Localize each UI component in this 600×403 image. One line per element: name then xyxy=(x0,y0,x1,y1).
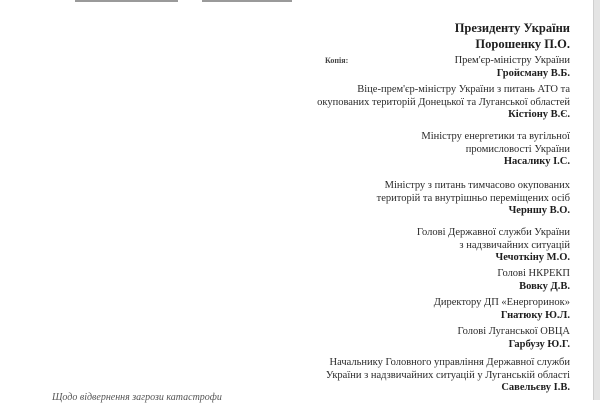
recipient-name: Гнатюку Ю.Л. xyxy=(500,309,570,321)
recipient-position: територій та внутрішньо переміщених осіб xyxy=(376,192,570,204)
recipient-block xyxy=(455,55,570,80)
recipient-name: Черншу В.О. xyxy=(508,205,570,216)
recipient-block xyxy=(421,131,570,169)
recipient-position: Голові Державної служби України xyxy=(416,227,570,238)
recipient-block xyxy=(497,268,570,293)
recipient-block xyxy=(434,297,570,322)
recipient-block xyxy=(317,84,570,122)
recipient-position: Віце-прем'єр-міністру України з питань АТО та xyxy=(357,84,570,95)
recipient-block xyxy=(417,227,570,265)
recipient-position: з надзвичайних ситуацій xyxy=(459,239,570,251)
recipient-block xyxy=(457,326,570,351)
recipient-position: України з надзвичайних ситуацій у Луганській області xyxy=(325,369,570,381)
copy-label: Копія: xyxy=(325,56,349,65)
recipient-position: Прем'єр-міністру України xyxy=(454,55,570,66)
main-addressee-position: Президенту України xyxy=(454,21,570,35)
recipient-name: Кістіону В.Є. xyxy=(508,109,570,120)
header-line xyxy=(75,0,178,2)
recipient-name: Вовку Д.В. xyxy=(519,280,570,292)
recipient-block xyxy=(377,180,570,218)
recipient-position: Міністру з питань тимчасово окупованих xyxy=(384,180,570,191)
recipient-position: Голові Луганської ОВЦА xyxy=(457,326,570,337)
recipient-position: Міністру енергетики та вугільної xyxy=(421,131,570,142)
recipient-block xyxy=(326,357,570,395)
recipient-name: Насалику І.С. xyxy=(503,156,570,167)
recipient-position: Начальнику Головного управління Державної служби xyxy=(329,357,570,368)
recipient-position: окупованих територій Донецької та Луганської областей xyxy=(317,96,570,108)
main-addressee-name: Порошенку П.О. xyxy=(475,37,570,51)
recipient-name: Чечоткіну М.О. xyxy=(495,252,570,263)
recipient-name: Гарбузу Ю.Г. xyxy=(508,338,570,350)
recipient-position: Директору ДП «Енергоринок» xyxy=(433,297,570,308)
recipient-position: Голові НКРЕКП xyxy=(497,268,570,279)
header-line xyxy=(202,0,292,2)
subject-line: Щодо відвернення загрози катастрофи xyxy=(52,392,222,403)
recipient-position: промисловості України xyxy=(465,143,570,155)
recipient-name: Савельєву І.В. xyxy=(501,382,570,393)
page-edge xyxy=(593,0,600,400)
recipient-name: Гройсману В.Б. xyxy=(496,67,570,79)
